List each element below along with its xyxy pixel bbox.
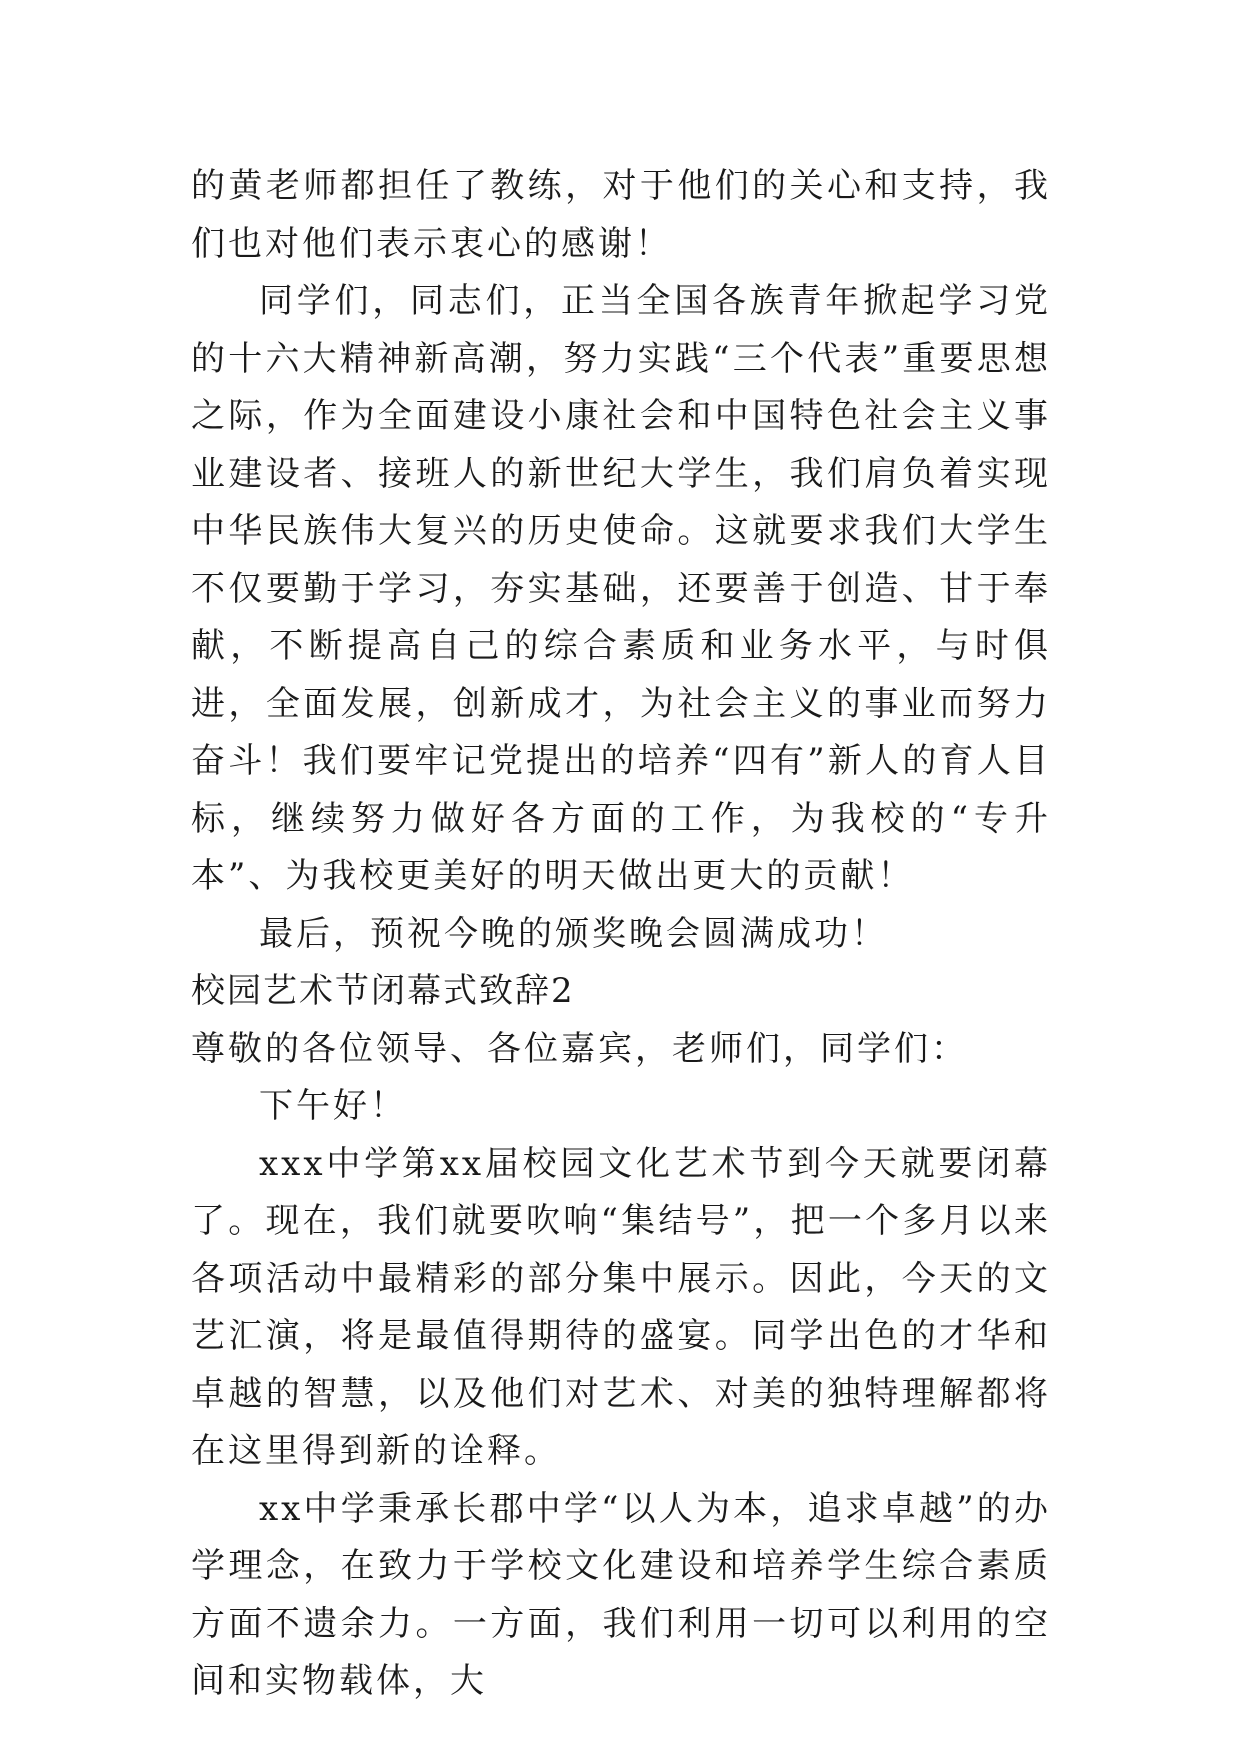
paragraph-greeting: 下午好！ xyxy=(259,1086,407,1126)
paragraph-festival-closing: xxx中学第xx届校园文化艺术节到今天就要闭幕了。现在，我们就要吹响“集结号”，把一个多月以来各项活动中最精彩的部分集中展示。因此，今天的文艺汇演，将是最值得期待的盛宴。同学出色的才华和卓越的智慧，以及他们对艺术、对美的独特理解都将在这里得到新的诠释。 xyxy=(191,1143,1051,1471)
paragraph-address-comrades: 同学们，同志们，正当全国各族青年掀起学习党的十六大精神新高潮，努力实践“三个代表”重要思想之际，作为全面建设小康社会和中国特色社会主义事业建设者、接班人的新世纪大学生，我们肩负着实现中华民族伟大复兴的历史使命。这就要求我们大学生不仅要勤于学习，夯实基础，还要善于创造、甘于奉献，不断提高自己的综合素质和业务水平，与时俱进，全面发展，创新成才，为社会主义的事业而努力奋斗！我们要牢记党提出的培养“四有”新人的育人目标，继续努力做好各方面的工作，为我校的“专升本”、为我校更美好的明天做出更大的贡献！ xyxy=(191,281,1051,896)
section-heading: 校园艺术节闭幕式致辞2 xyxy=(191,971,575,1011)
document-body xyxy=(191,158,1051,1711)
paragraph-thanks-coaches: 的黄老师都担任了教练，对于他们的关心和支持，我们也对他们表示衷心的感谢！ xyxy=(191,166,1051,264)
paragraph-school-philosophy: xx中学秉承长郡中学“以人为本，追求卓越”的办学理念，在致力于学校文化建设和培养学生综合素质方面不遗余力。一方面，我们利用一切可以利用的空间和实物载体，大 xyxy=(191,1488,1051,1701)
paragraph-closing-wish: 最后，预祝今晚的颁奖晚会圆满成功！ xyxy=(259,913,888,954)
paragraph-salutation: 尊敬的各位领导、各位嘉宾，老师们，同学们： xyxy=(191,1028,968,1069)
